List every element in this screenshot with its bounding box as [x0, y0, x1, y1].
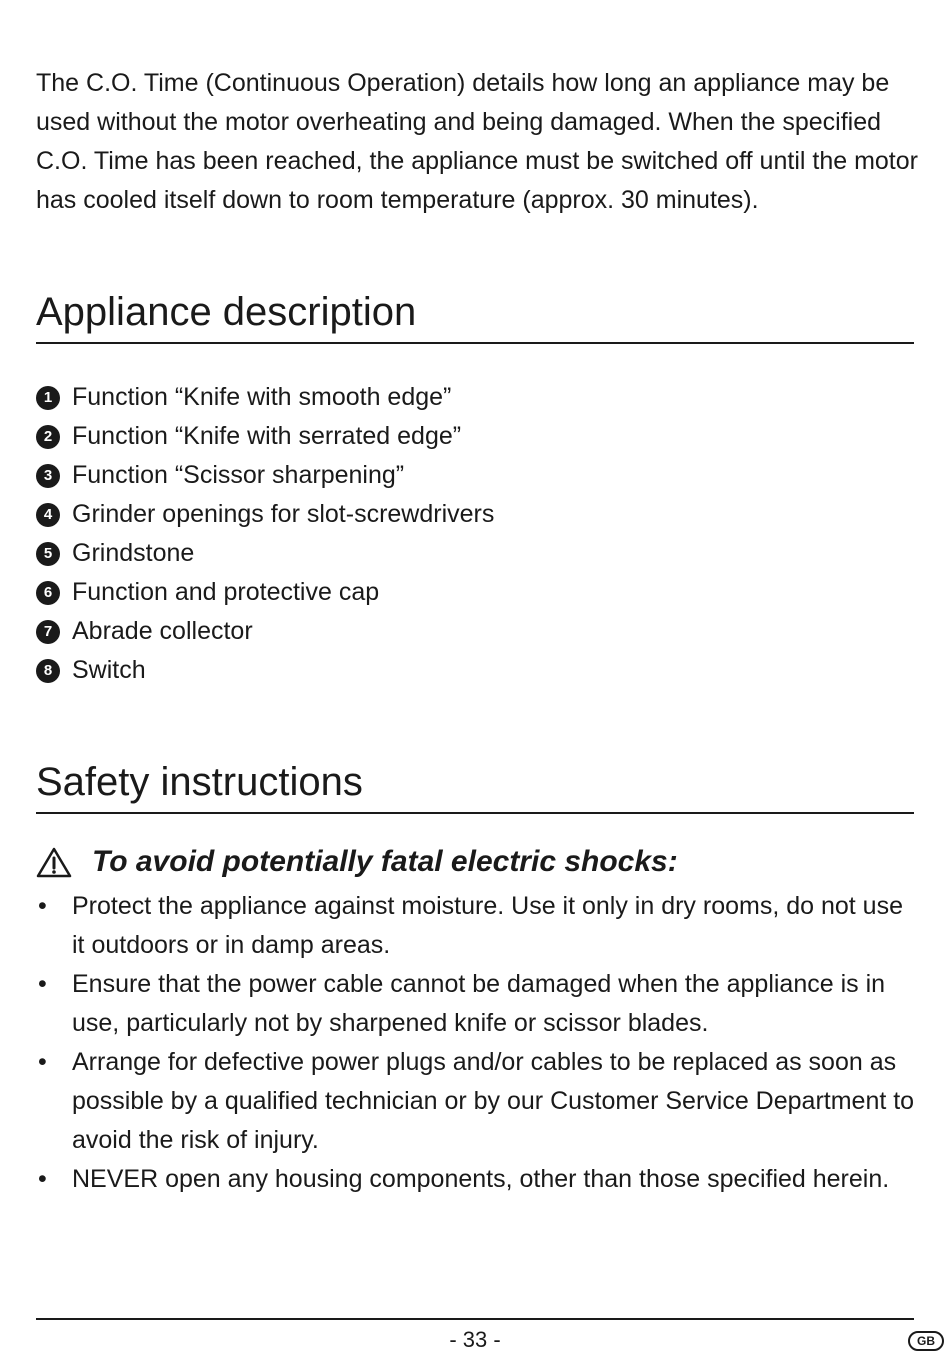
- list-item: [36, 1160, 916, 1199]
- number-badge: 8: [36, 659, 60, 683]
- part-label: Function and protective cap: [72, 578, 380, 606]
- bullet-marker: •: [38, 970, 47, 998]
- intro-paragraph: The C.O. Time (Continuous Operation) details how long an appliance may be used without the motor overheating and being damaged. When the specified C.O. Time has been reached, the appliance must be switched off until the motor has cooled itself down to room temperature (approx. 30 minutes).: [36, 69, 918, 214]
- part-label: Abrade collector: [72, 617, 253, 645]
- bullet-marker: •: [38, 892, 47, 920]
- list-item: [36, 612, 494, 651]
- bullet-text: Ensure that the power cable cannot be damaged when the appliance is in use, particularly not by sharpened knife or scissor blades.: [72, 970, 886, 1037]
- parts-list: [36, 378, 494, 690]
- bullet-marker: •: [38, 1048, 47, 1076]
- list-item: [36, 417, 494, 456]
- language-badge: GB: [908, 1331, 944, 1351]
- part-label: Grindstone: [72, 539, 195, 567]
- safety-bullet-list: [36, 887, 916, 1199]
- number-badge: 6: [36, 581, 60, 605]
- list-item: [36, 495, 494, 534]
- list-item: [36, 378, 494, 417]
- part-label: Function “Knife with smooth edge”: [72, 383, 452, 411]
- safety-instructions-heading: Safety instructions: [36, 758, 914, 814]
- bullet-text: Protect the appliance against moisture. Use it only in dry rooms, do not use it outdoors or in damp areas.: [72, 892, 903, 959]
- list-item: [36, 651, 494, 690]
- footer-divider: [36, 1318, 914, 1320]
- appliance-description-heading: Appliance description: [36, 288, 914, 344]
- number-badge: 3: [36, 464, 60, 488]
- part-label: Function “Scissor sharpening”: [72, 461, 405, 489]
- number-badge: 7: [36, 620, 60, 644]
- number-badge: 4: [36, 503, 60, 527]
- part-label: Function “Knife with serrated edge”: [72, 422, 462, 450]
- list-item: [36, 887, 916, 965]
- bullet-text: Arrange for defective power plugs and/or cables to be replaced as soon as possible by a qualified technician or by our Customer Service Department to avoid the risk of injury.: [72, 1048, 915, 1154]
- list-item: [36, 573, 494, 612]
- number-badge: 2: [36, 425, 60, 449]
- bullet-text: NEVER open any housing components, other than those specified herein.: [72, 1165, 890, 1193]
- part-label: Grinder openings for slot-screwdrivers: [72, 500, 495, 528]
- warning-triangle-icon: [36, 846, 72, 878]
- bullet-marker: •: [38, 1165, 47, 1193]
- list-item: [36, 965, 916, 1043]
- warning-heading: [36, 842, 678, 882]
- list-item: [36, 534, 494, 573]
- page-number: - 33 -: [449, 1327, 501, 1352]
- list-item: [36, 456, 494, 495]
- number-badge: 5: [36, 542, 60, 566]
- part-label: Switch: [72, 656, 146, 684]
- list-item: [36, 1043, 916, 1160]
- warning-text: To avoid potentially fatal electric shocks:: [92, 845, 678, 878]
- number-badge: 1: [36, 386, 60, 410]
